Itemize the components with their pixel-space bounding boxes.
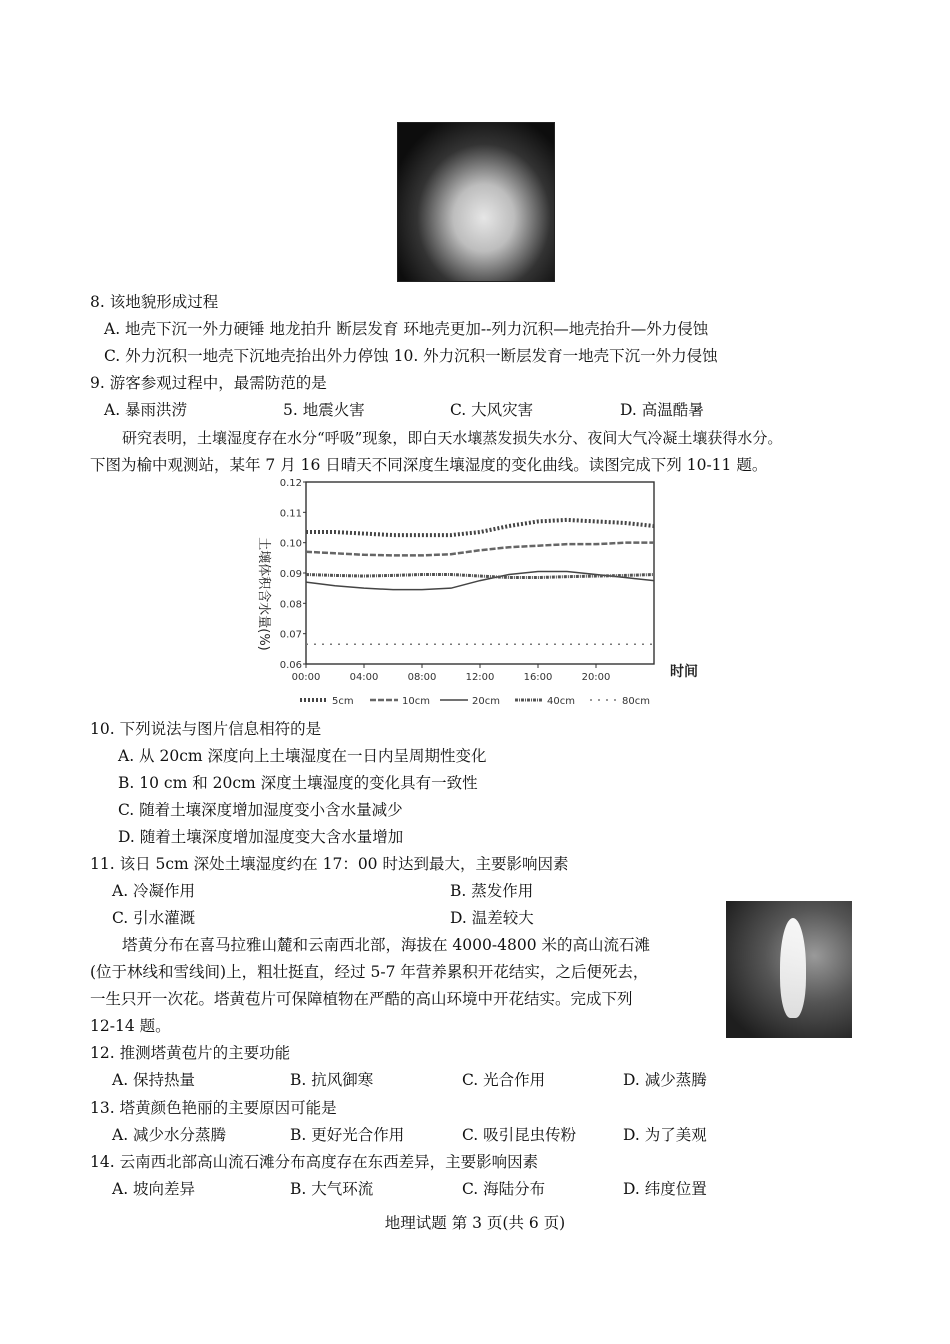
landform-photo (397, 122, 555, 282)
passage2-line3: 一生只开一次花。塔黄苞片可保障植物在严酷的高山环境中开花结实。完成下列 (90, 990, 633, 1008)
passage1-line2: 下图为榆中观测站，某年 7 月 16 日晴天不同深度生壤湿度的变化曲线。读图完成下列 10-11 题。 (90, 456, 768, 474)
q12-option-a: A. 保持热量 (112, 1071, 196, 1089)
y-tick-label: 0.12 (279, 478, 302, 489)
q13-option-d: D. 为了美观 (623, 1126, 707, 1144)
series-line-40cm (306, 575, 654, 578)
q12-option-d: D. 减少蒸腾 (623, 1071, 707, 1089)
page-footer: 地理试题 第 3 页(共 6 页) (384, 1214, 566, 1232)
q11-option-a: A. 冷凝作用 (112, 882, 196, 900)
y-axis-label: 土壤体积含水量(%) (256, 537, 271, 651)
q11-option-c: C. 引水灌溉 (112, 909, 196, 927)
series-line-5cm (306, 520, 654, 535)
series-line-20cm (306, 571, 654, 589)
legend-label: 80cm (622, 696, 650, 707)
passage2-line4: 12-14 题。 (90, 1017, 171, 1035)
x-axis-label: 时间 (670, 664, 698, 680)
y-tick-label: 0.08 (279, 599, 302, 611)
y-tick-label: 0.06 (279, 660, 302, 671)
passage2-line2: (位于林线和雪线间)上，粗壮挺直，经过 5-7 年营养累积开花结实，之后便死去， (90, 963, 649, 981)
passage1-line1: 研究表明，土壤湿度存在水分“呼吸”现象，即白天水壤蒸发损失水分、夜间大气冷凝土壤获得水分。 (122, 429, 783, 447)
q13-option-c: C. 吸引昆虫传粉 (462, 1126, 577, 1144)
q9-option-d: D. 高温酷暑 (620, 401, 704, 419)
q11-option-d: D. 温差较大 (450, 909, 534, 927)
q10-stem: 10. 下列说法与图片信息相符的是 (90, 720, 322, 738)
q13-option-a: A. 减少水分蒸腾 (112, 1126, 227, 1144)
q14-option-b: B. 大气环流 (290, 1180, 374, 1198)
x-tick-label: 16:00 (523, 672, 553, 683)
q8-stem: 8. 该地貌形成过程 (90, 293, 219, 311)
q10-option-c: C. 随着土壤深度增加湿度变小含水量减少 (118, 801, 403, 819)
x-tick-label: 04:00 (349, 672, 379, 683)
q9-stem: 9. 游客参观过程中，最需防范的是 (90, 374, 327, 392)
q11-option-b: B. 蒸发作用 (450, 882, 534, 900)
tahuang-plant-shape (780, 918, 806, 1018)
q10-option-b: B. 10 cm 和 20cm 深度土壤湿度的变化具有一致性 (118, 774, 478, 792)
soil-moisture-chart (240, 474, 710, 710)
passage2-line1: 塔黄分布在喜马拉雅山麓和云南西北部，海拔在 4000-4800 米的高山流石滩 (122, 936, 650, 954)
y-tick-label: 0.11 (279, 508, 302, 520)
x-tick-label: 20:00 (581, 672, 611, 683)
q14-stem: 14. 云南西北部高山流石滩分布高度存在东西差异，主要影响因素 (90, 1153, 539, 1171)
q12-option-b: B. 抗风御寒 (290, 1071, 374, 1089)
q14-option-a: A. 坡向差异 (112, 1180, 196, 1198)
q8-option-c: C. 外力沉积一地壳下沉地壳抬出外力停蚀 10. 外力沉积一断层发育一地壳下沉一外力侵蚀 (104, 347, 718, 365)
q9-option-a: A. 暴雨洪涝 (104, 401, 188, 419)
q13-stem: 13. 塔黄颜色艳丽的主要原因可能是 (90, 1099, 337, 1117)
legend-label: 20cm (472, 696, 500, 707)
x-tick-label: 00:00 (291, 672, 321, 683)
q10-option-d: D. 随着土壤深度增加湿度变大含水量增加 (118, 828, 404, 846)
q9-option-b: 5. 地震火害 (283, 401, 365, 419)
plot-frame (306, 482, 654, 664)
series-line-10cm (306, 543, 654, 556)
legend-label: 5cm (332, 696, 354, 707)
q11-stem: 11. 该日 5cm 深处土壤湿度约在 17：00 时达到最大，主要影响因素 (90, 855, 569, 873)
q12-option-c: C. 光合作用 (462, 1071, 546, 1089)
legend-label: 10cm (402, 696, 430, 707)
q12-stem: 12. 推测塔黄苞片的主要功能 (90, 1044, 291, 1062)
x-tick-label: 12:00 (465, 672, 495, 683)
q14-option-c: C. 海陆分布 (462, 1180, 546, 1198)
q9-option-c: C. 大风灾害 (450, 401, 534, 419)
q13-option-b: B. 更好光合作用 (290, 1126, 405, 1144)
q14-option-d: D. 纬度位置 (623, 1180, 707, 1198)
y-tick-label: 0.07 (279, 629, 302, 641)
y-tick-label: 0.09 (279, 569, 302, 580)
q8-option-a: A. 地壳下沉一外力硬锤 地龙拍升 断层发育 环地壳更加--列力沉积—地壳抬升—外力侵蚀 (104, 320, 709, 338)
q10-option-a: A. 从 20cm 深度向上土壤湿度在一日内呈周期性变化 (118, 747, 487, 765)
y-tick-label: 0.10 (279, 538, 302, 550)
legend-label: 40cm (547, 696, 575, 707)
x-tick-label: 08:00 (407, 672, 437, 683)
